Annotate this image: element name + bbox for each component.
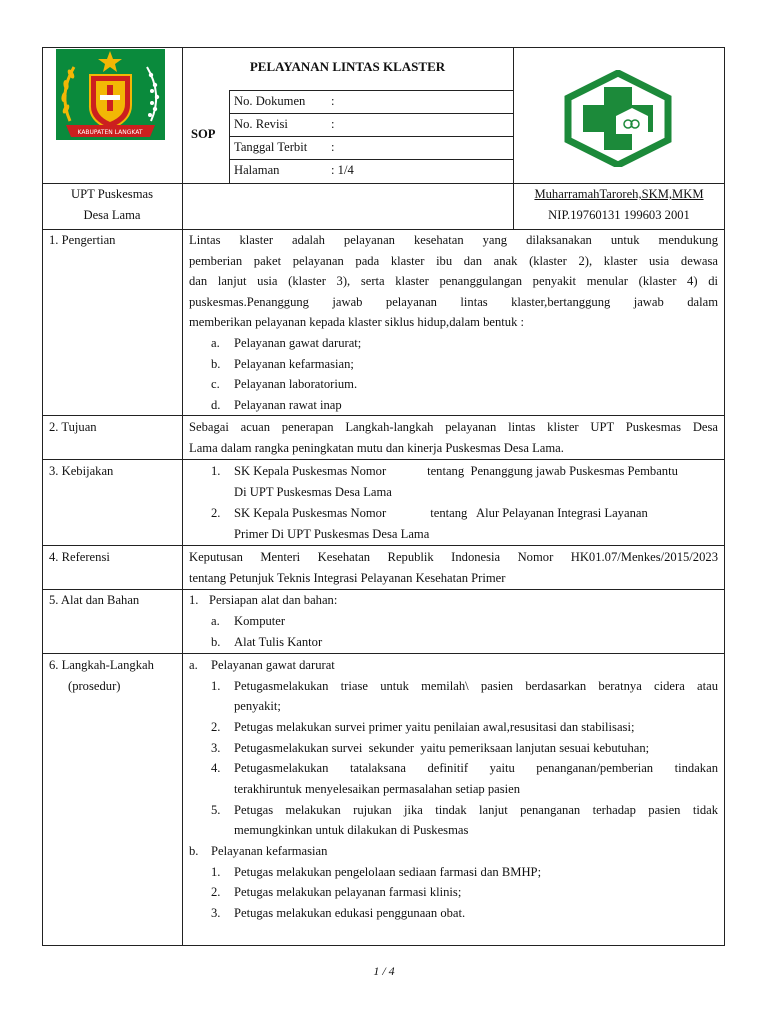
unit-name: UPT Puskesmas — [71, 187, 153, 201]
page-number: 1 / 4 — [373, 964, 395, 978]
list-marker: b. — [211, 635, 221, 649]
step-line: terakhiruntuk menyelesaikan permasalahan setiap pasien — [234, 782, 521, 796]
divider — [42, 415, 725, 416]
kebijakan-item: SK Kepala Puskesmas Nomor tentang Alur Pelayanan Integrasi Layanan — [234, 506, 648, 520]
list-item: Alat Tulis Kantor — [234, 635, 323, 649]
list-marker: b. — [211, 357, 221, 371]
list-marker: a. — [211, 614, 220, 628]
alat-heading: Persiapan alat dan bahan: — [209, 593, 338, 607]
section-label: (prosedur) — [68, 679, 121, 693]
section-label: 6. Langkah-Langkah — [49, 658, 154, 672]
doc-field-label: Halaman — [234, 163, 280, 177]
list-marker: c. — [211, 377, 220, 391]
doc-field-label: Tanggal Terbit — [234, 140, 308, 154]
list-item: Pelayanan laboratorium. — [234, 377, 358, 391]
list-item: Pelayanan gawat darurat; — [234, 336, 362, 350]
list-marker: 2. — [211, 885, 221, 899]
step-line: Petugas melakukan edukasi penggunaan obat. — [234, 906, 466, 920]
step-line: penyakit; — [234, 699, 281, 713]
pengertian-line: memberikan pelayanan kepada klaster siklus hidup,dalam bentuk : — [189, 315, 525, 329]
section-label: 5. Alat dan Bahan — [49, 593, 140, 607]
divider — [42, 229, 725, 230]
list-marker: 4. — [211, 761, 221, 775]
step-line: Petugas melakukan survei primer yaitu penilaian awal,resusitasi dan stabilisasi; — [234, 720, 635, 734]
divider — [229, 90, 230, 183]
step-line: Petugas melakukan rujukan jika tindak lanjut penanganan terhadap pasien tidak — [234, 803, 718, 817]
step-line: Petugasmelakukan survei sekunder yaitu pemeriksaan lanjutan sesuai kebutuhan; — [234, 741, 650, 755]
unit-name: Desa Lama — [83, 208, 141, 222]
divider — [42, 545, 725, 546]
list-marker: 5. — [211, 803, 221, 817]
kebijakan-item: SK Kepala Puskesmas Nomor tentang Penanggung jawab Puskesmas Pembantu — [234, 464, 678, 478]
list-marker: 1. — [189, 593, 199, 607]
doc-field-value: : — [331, 117, 335, 131]
step-line: memungkinkan untuk dilakukan di Puskesmas — [234, 823, 469, 837]
pengertian-line: puskesmas.Penanggung jawab pelayanan lintas klaster,bertanggung jawab dalam — [189, 295, 718, 309]
puskesmas-logo — [564, 70, 672, 167]
step-line: Petugasmelakukan tatalaksana definitif yaitu penanganan/pemberian tindakan — [234, 761, 718, 775]
step-line: Petugas melakukan pelayanan farmasi klinis; — [234, 885, 462, 899]
section-label: 3. Kebijakan — [49, 464, 114, 478]
step-line: Petugasmelakukan triase untuk memilah\ pasien berdasarkan beratnya cidera atau — [234, 679, 718, 693]
signer-nip: NIP.19760131 199603 2001 — [548, 208, 690, 222]
signer-name: MuharramahTaroreh,SKM,MKM — [534, 187, 704, 201]
list-item: Pelayanan kefarmasian; — [234, 357, 354, 371]
pengertian-line: dan lanjut usia (klaster 3), serta klaster penanggulangan penyakit menular (klaster 4) di — [189, 274, 718, 288]
list-marker: 3. — [211, 906, 221, 920]
list-item: Komputer — [234, 614, 286, 628]
doc-field-value: : — [331, 94, 335, 108]
doc-field-value: : 1/4 — [331, 163, 354, 177]
list-marker: 2. — [211, 720, 221, 734]
referensi-line: tentang Petunjuk Teknis Integrasi Pelayanan Kesehatan Primer — [189, 571, 506, 585]
list-marker: 1. — [211, 865, 221, 879]
subsection-title: Pelayanan gawat darurat — [211, 658, 335, 672]
kebijakan-item: Primer Di UPT Puskesmas Desa Lama — [234, 527, 430, 541]
doc-field-value: : — [331, 140, 335, 154]
pengertian-line: Lintas klaster adalah pelayanan kesehatan yang dilaksanakan untuk mendukung — [189, 233, 718, 247]
list-item: Pelayanan rawat inap — [234, 398, 342, 412]
kebijakan-item: Di UPT Puskesmas Desa Lama — [234, 485, 392, 499]
list-marker: 1. — [211, 679, 221, 693]
list-marker: 2. — [211, 506, 221, 520]
divider — [42, 459, 725, 460]
divider — [182, 47, 183, 946]
referensi-line: Keputusan Menteri Kesehatan Republik Indonesia Nomor HK01.07/Menkes/2015/2023 — [189, 550, 718, 564]
sop-label: SOP — [191, 127, 216, 141]
list-marker: d. — [211, 398, 221, 412]
document-title: PELAYANAN LINTAS KLASTER — [249, 59, 446, 74]
divider — [42, 653, 725, 654]
step-line: Petugas melakukan pengelolaan sediaan farmasi dan BMHP; — [234, 865, 542, 879]
list-marker: a. — [211, 336, 220, 350]
logo-banner-text: KABUPATEN LANGKAT — [77, 129, 143, 136]
divider — [229, 136, 513, 137]
section-label: 2. Tujuan — [49, 420, 97, 434]
list-marker: 1. — [211, 464, 221, 478]
divider — [229, 113, 513, 114]
tujuan-line: Sebagai acuan penerapan Langkah-langkah pelayanan lintas klister UPT Puskesmas Desa — [189, 420, 718, 434]
list-marker: a. — [189, 658, 198, 672]
tujuan-line: Lama dalam rangka peningkatan mutu dan kinerja Puskesmas Desa Lama. — [189, 441, 564, 455]
list-marker: b. — [189, 844, 199, 858]
doc-field-label: No. Revisi — [234, 117, 288, 131]
pengertian-line: pemberian paket pelayanan pada klaster ibu dan anak (klaster 2), klaster usia dewasa — [189, 254, 718, 268]
section-label: 1. Pengertian — [49, 233, 116, 247]
subsection-title: Pelayanan kefarmasian — [211, 844, 328, 858]
kabupaten-langkat-logo — [56, 49, 165, 140]
doc-field-label: No. Dokumen — [234, 94, 306, 108]
divider — [42, 589, 725, 590]
divider — [42, 183, 725, 184]
section-label: 4. Referensi — [49, 550, 110, 564]
divider — [229, 90, 513, 91]
divider — [229, 159, 513, 160]
list-marker: 3. — [211, 741, 221, 755]
